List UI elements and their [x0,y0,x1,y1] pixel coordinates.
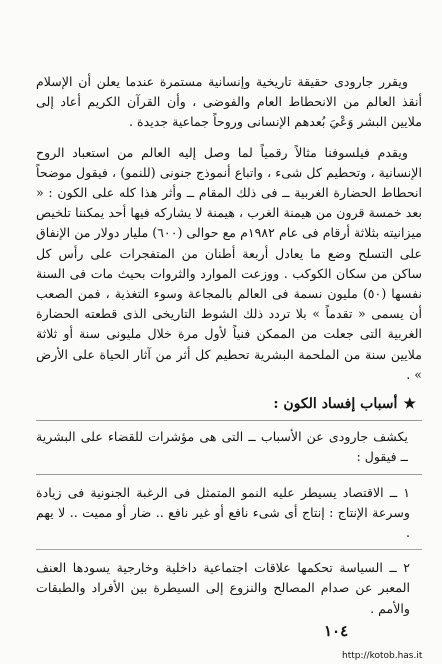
star-icon: ★ [403,396,416,413]
divider [36,549,422,550]
section-intro: يكشف جارودى عن الأسباب ــ التى هى مؤشرات للقضاء على البشرية ــ فيقول : [36,429,408,465]
paragraph-2: ويقدم فيلسوفنا مثالاً رقمياً لما وصل إليه العالم من استعباد الروح الإنسانية ، وتحطيم كل شىء ، واتباع أنموذج جنونى (للنمو) ، فيقول موضحاً انحطاط الحضارة الغربية ــ فى ذلك المقام ــ وأثر هذا كله على الكون : « بعد خمسة قرون من هيمنة الغرب ، هيمنة لا يشاركه فيها أحد يمكننا تلخيص ميزانيته بثلاثة أرقام فى عام ١٩٨٢م مع حوالى (٦٠٠) مليار دولار من الإنفاق على التسلح وضع ما يعادل أربعة أطنان من المتفجرات على رأس كل ساكن من سكان الكوكب . ووزعت الموارد والثروات بحيث مات فى السنة نفسها (٥٠) مليون نسمة فى العالم بالمجاعة وسوء التغذية ، فمن الصعب أن يسمى « تقدماً » بلا تردد ذلك الشوط التاريخى الذى قطعته الحضارة الغربية التى جعلت من الممكن فنياً لأول مرة خلال مليونى سنة أو ثلاثة ملايين سنة من الملحمة البشرية تحطيم كل أثر من آثار الحياة على الأرض » . [36,144,422,382]
list-item-2: ٢ ــ السياسة تحكمها علاقات اجتماعية داخلية وخارجية يسودها العنف المعبر عن صدام المصالح والنزوع إلى السيطرة بين الأفراد والطبقات والأمم . [36,560,410,616]
list-item-1: ١ ــ الاقتصاد يسيطر عليه النمو المتمثل فى الرغبة الجنونية فى زيادة وسرعة الإنتاج : إنتاج أى شىء نافع أو غير نافع .. ضار أو مميت .. لا يهم . [36,484,410,541]
page-body [36,72,422,619]
divider [36,474,422,475]
source-url[interactable]: http://kotob.has.it [342,651,423,661]
section-heading-text: أسباب إفساد الكون : [273,396,398,413]
paragraph-1: ويقرر جارودى حقيقة تاريخية وإنسانية مستمرة عندما يعلن أن الإسلام أنقذ العالم من الانحطاط العام والفوضى ، وأن القرآن الكريم أعاد إلى ملايين البشر وَعْيَ بُعدهم الإنسانى وروحاً جماعية جديدة . [36,74,422,130]
page-number: ١٠٤ [324,622,349,640]
divider [36,420,422,421]
section-heading [36,394,422,414]
